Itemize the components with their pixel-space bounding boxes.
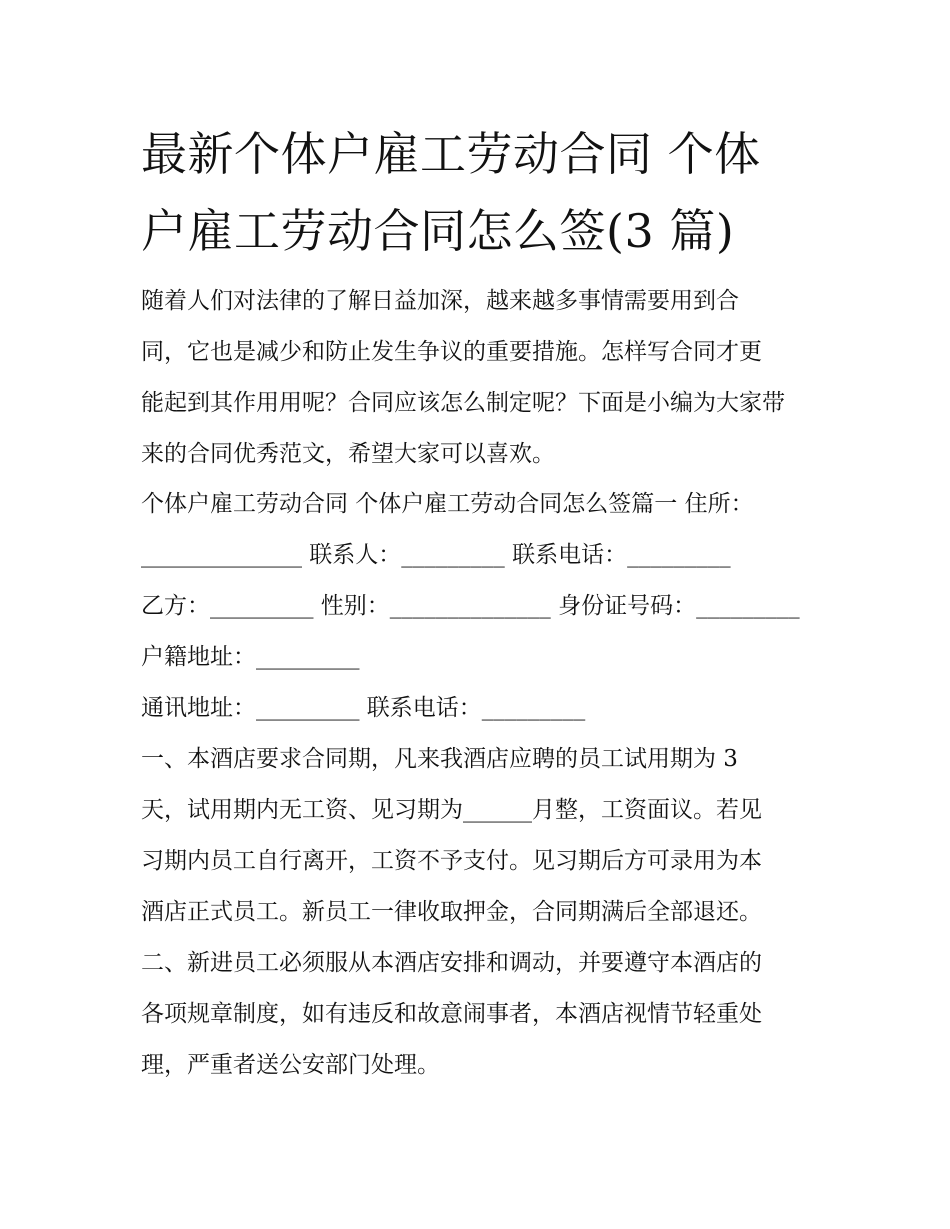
clause-one-line: 酒店正式员工。新员工一律收取押金，合同期满后全部退还。 [141,899,762,925]
contract-fields [141,530,813,734]
field-line: ______________ 联系人：_________ 联系电话：_________ [141,542,731,568]
clause-one [141,734,813,938]
clause-one-line: 天，试用期内无工资、见习期为______月整，工资面议。若见 [141,797,762,823]
title-line-1: 最新个体户雇工劳动合同 个体 [141,127,761,181]
title-line-2: 户雇工劳动合同怎么签(3 篇) [141,204,735,258]
clause-two-line: 各项规章制度，如有违反和故意闹事者，本酒店视情节轻重处 [141,1001,762,1027]
field-line: 通讯地址：_________ 联系电话：_________ [141,695,586,721]
intro-line: 随着人们对法律的了解日益加深，越来越多事情需要用到合 [141,288,739,314]
clause-one-line: 一、本酒店要求合同期，凡来我酒店应聘的员工试用期为 3 [141,746,738,772]
intro-line: 能起到其作用用呢？合同应该怎么制定呢？下面是小编为大家带 [141,390,785,416]
clause-two-line: 二、新进员工必须服从本酒店安排和调动，并要遵守本酒店的 [141,950,762,976]
section-heading [141,479,813,530]
clause-two [141,938,813,1091]
clause-one-line: 习期内员工自行离开，工资不予支付。见习期后方可录用为本 [141,848,762,874]
section-heading-text: 个体户雇工劳动合同 个体户雇工劳动合同怎么签篇一 住所： [141,491,754,517]
field-line: 乙方：_________ 性别：______________ 身份证号码：_________ [141,593,800,619]
field-line: 户籍地址：_________ [141,644,360,670]
intro-line: 来的合同优秀范文，希望大家可以喜欢。 [141,441,555,467]
intro-paragraph [141,276,813,480]
intro-line: 同，它也是减少和防止发生争议的重要措施。怎样写合同才更 [141,339,762,365]
clause-two-line: 理，严重者送公安部门处理。 [141,1052,440,1078]
document-title [141,116,813,270]
